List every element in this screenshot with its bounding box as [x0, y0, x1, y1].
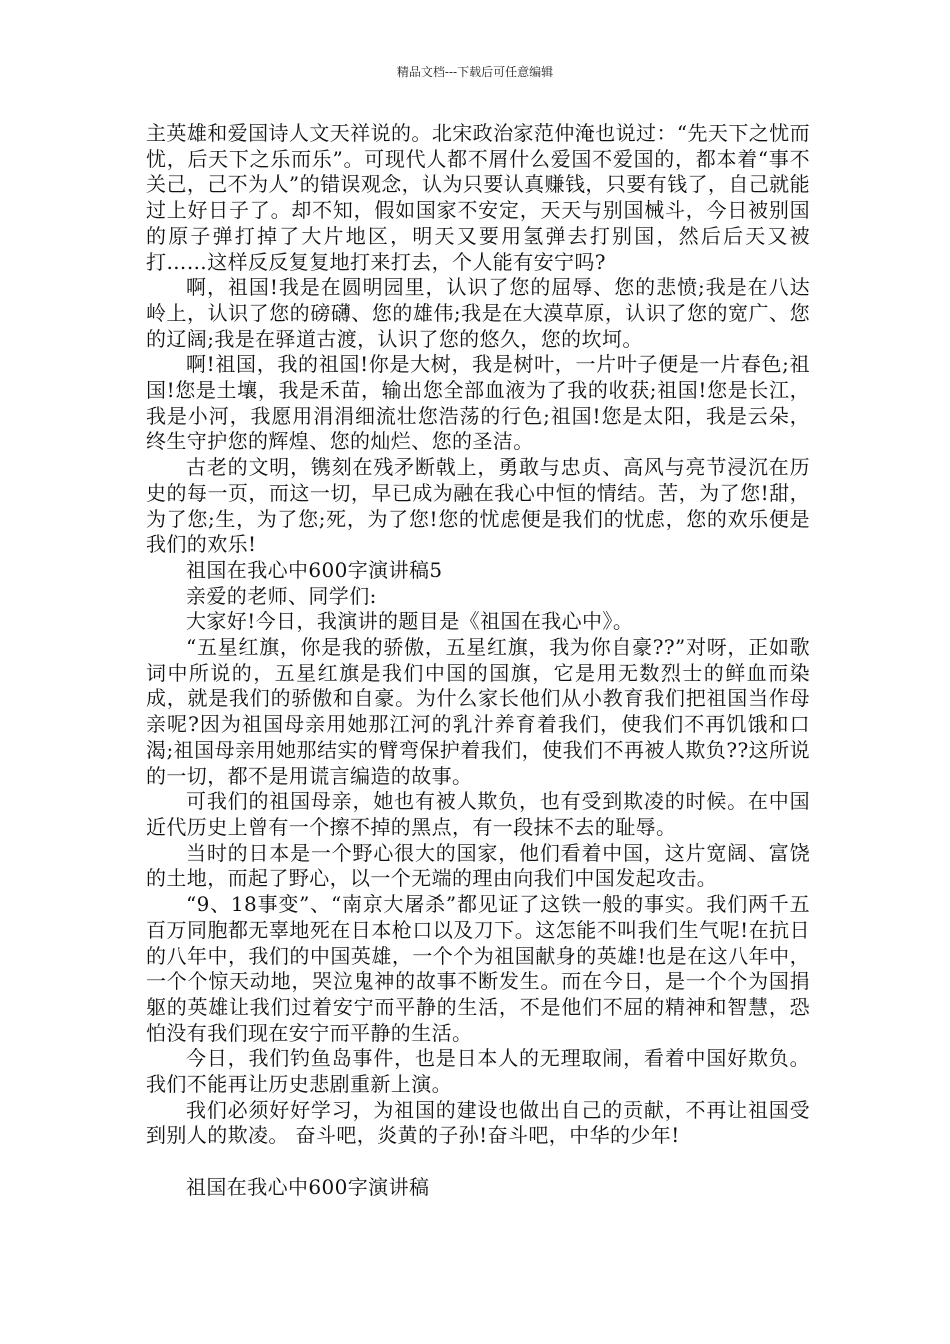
paragraph-3: 啊!祖国，我的祖国!你是大树，我是树叶，一片叶子便是一片春色;祖国!您是土壤，我是禾苗，输出您全部血液为了我的收获;祖国!您是长江，我是小河，我愿用涓涓细流壮您浩荡的行色;祖国!您是太阳，我是云朵，终生守护您的辉煌、您的灿烂、您的圣洁。: [146, 352, 810, 454]
paragraph-7: 当时的日本是一个野心很大的国家，他们看着中国，这片宽阔、富饶的土地，而起了野心，以一个无端的理由向我们中国发起攻击。: [146, 840, 810, 891]
paragraph-4: 古老的文明，镌刻在残矛断戟上，勇敢与忠贞、高风与亮节浸沉在历史的每一页，而这一切，早已成为融在我心中恒的情结。苦，为了您!甜，为了您;生，为了您;死，为了您!您的忧虑便是我们的忧虑，您的欢乐便是我们的欢乐!: [146, 455, 810, 557]
document-body: [146, 121, 810, 1201]
paragraph-6: 可我们的祖国母亲，她也有被人欺负，也有受到欺凌的时候。在中国近代历史上曾有一个擦不掉的黑点，有一段抹不去的耻辱。: [146, 789, 810, 839]
footer-title: 祖国在我心中600字演讲稿: [186, 1174, 430, 1199]
paragraph-greeting: 大家好!今日，我演讲的题目是《祖国在我心中》。: [186, 609, 634, 634]
salutation: 亲爱的老师、同学们:: [186, 583, 377, 608]
paragraph-1: 主英雄和爱国诗人文天祥说的。北宋政治家范仲淹也说过：“先天下之忧而忧，后天下之乐而乐”。可现代人都不屑什么爱国不爱国的，都本着“事不关己，己不为人”的错误观念，认为只要认真赚钱，只要有钱了，自己就能过上好日子了。却不知，假如国家不安定，天天与别国械斗，今日被别国的原子弹打掉了大片地区，明天又要用氢弹去打别国，然后后天又被打……这样反反复复地打来打去，个人能有安宁吗?: [146, 121, 810, 274]
section-title: 祖国在我心中600字演讲稿5: [186, 557, 443, 582]
paragraph-2: 啊，祖国!我是在圆明园里，认识了您的屈辱、您的悲愤;我是在八达岭上，认识了您的磅礴、您的雄伟;我是在大漠草原，认识了您的宽广、您的辽阔;我是在驿道古渡，认识了您的悠久，您的坎坷。: [146, 275, 810, 351]
paragraph-5: “五星红旗，你是我的骄傲，五星红旗，我为你自豪??”对呀，正如歌词中所说的，五星红旗是我们中国的国旗，它是用无数烈士的鲜血而染成，就是我们的骄傲和自豪。为什么家长他们从小教育我们把祖国当作母亲呢?因为祖国母亲用她那江河的乳汁养育着我们，使我们不再饥饿和口渴;祖国母亲用她那结实的臂弯保护着我们，使我们不再被人欺负??这所说的一切，都不是用谎言编造的故事。: [146, 635, 810, 788]
paragraph-9: 今日，我们钓鱼岛事件，也是日本人的无理取闹，看着中国好欺负。我们不能再让历史悲剧重新上演。: [146, 1046, 810, 1097]
paragraph-10: 我们必须好好学习，为祖国的建设也做出自己的贡献，不再让祖国受到别人的欺凌。 奋斗吧，炎黄的子孙!奋斗吧，中华的少年!: [146, 1097, 810, 1148]
page-header: 精品文档---下载后可任意编辑: [396, 65, 554, 79]
paragraph-8: “9、18事变”、“南京大屠杀”都见证了这铁一般的事实。我们两千五百万同胞都无辜地死在日本枪口以及刀下。这怎能不叫我们生气呢!在抗日的八年中，我们的中国英雄，一个个为祖国献身的英雄!也是在这八年中，一个个惊天动地，哭泣鬼神的故事不断发生。而在今日，是一个个为国捐躯的英雄让我们过着安宁而平静的生活，不是他们不屈的精神和智慧，恐怕没有我们现在安宁而平静的生活。: [146, 892, 810, 1045]
blank-line: [146, 1149, 810, 1175]
